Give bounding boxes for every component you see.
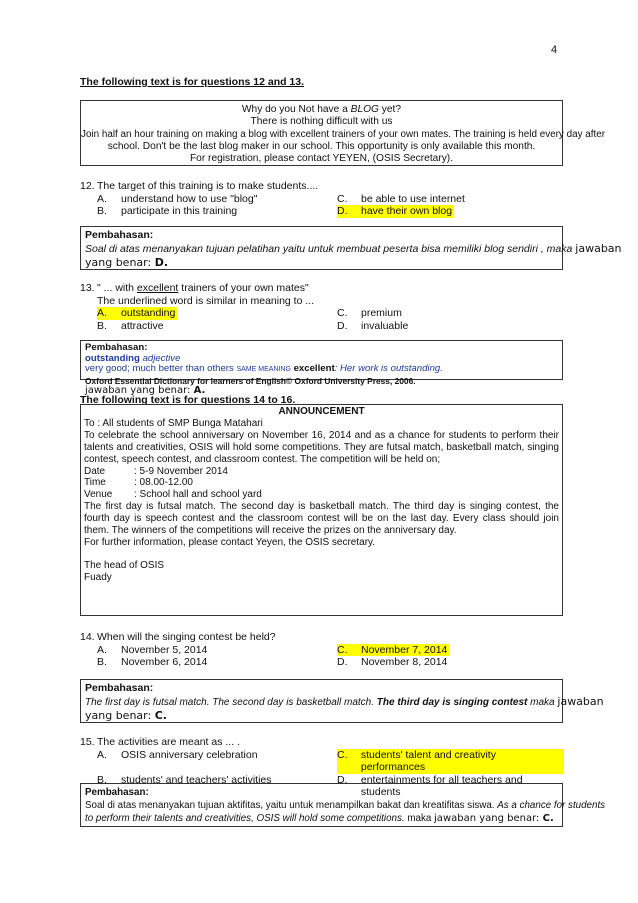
- announcement-title: ANNOUNCEMENT: [278, 406, 365, 417]
- option-b: attractive: [121, 319, 164, 332]
- signature-name: Fuady: [84, 571, 112, 583]
- question-text: The activities are meant as ... .: [97, 736, 240, 748]
- option-a: understand how to use "blog": [121, 192, 258, 205]
- blog-line-2: There is nothing difficult with us: [250, 116, 393, 128]
- answer-15: C.: [542, 813, 554, 824]
- answer-13: A.: [193, 385, 206, 396]
- pembahasan-box-14: Pembahasan: The first day is futsal match. The second day is basketball match. The third day is singing contest maka jawaban yang benar: C.: [80, 679, 563, 723]
- blog-text-box: [80, 100, 606, 166]
- option-c: premium: [361, 307, 402, 319]
- correct-answer-highlight: D. have their own blog: [337, 205, 453, 217]
- blog-line-4: school. Don't be the last blog maker in our school. This opportunity is only available this month.: [107, 140, 536, 152]
- blog-title-line: Why do you Not have a BLOG yet?: [241, 104, 402, 115]
- option-b: students' and teachers' activities: [121, 773, 272, 786]
- question-text: When will the singing contest be held?: [97, 631, 276, 643]
- option-b: November 6, 2014: [121, 656, 208, 668]
- option-a: November 5, 2014: [121, 643, 208, 656]
- dictionary-source: Oxford Essential Dictionary for learners of English© Oxford University Press, 2006.: [85, 375, 416, 386]
- pembahasan-title: Pembahasan:: [85, 229, 154, 241]
- option-d: have their own blog: [361, 205, 453, 217]
- correct-answer-highlight: C. students' talent and creativity performances: [337, 749, 564, 774]
- question-text: " ... with excellent trainers of your own mates": [97, 282, 309, 294]
- page-number: 4: [551, 44, 558, 56]
- question-12: 12. The target of this training is to make students.... A. understand how to use "blog" C. be able to use internet B. participate in this training D. have their own blog: [80, 180, 465, 217]
- blog-line-5: For registration, please contact YEYEN, (OSIS Secretary).: [189, 153, 454, 165]
- pembahasan-box-13: Pembahasan: outstanding adjective very good; much better than others SAME MEANING excellent: Her work is outstanding. Oxford Essential Dictionary for learners of English© Oxford University Press, 2006. jawaban yang benar: A.: [80, 340, 563, 380]
- section-heading-14-16: The following text is for questions 14 to 16.: [80, 394, 296, 406]
- option-d: invaluable: [361, 319, 409, 332]
- answer-14: C.: [154, 709, 167, 722]
- option-a: outstanding: [121, 307, 176, 319]
- option-b: participate in this training: [121, 205, 238, 217]
- section-heading-12-13: The following text is for questions 12 and 13.: [80, 76, 305, 88]
- question-15: 15. The activities are meant as ... . A. OSIS anniversary celebration C. students' talent and creativity performances B. students' and teachers' activities D. entertainments for all teachers and students: [80, 736, 564, 799]
- correct-answer-highlight: A. outstanding: [97, 307, 176, 319]
- blog-line-3: Join half an hour training on making a blog with excellent trainers of your own mates. The training is held every day after: [81, 128, 606, 140]
- announcement-box: ANNOUNCEMENT To : All students of SMP Bunga Matahari To celebrate the school anniversary on November 16, 2014 and as a chance for students to perform their talents and creativities, OSIS will hold some competitions. They are futsal match, basketball match, singing contest, speech contest, and classroom contest. The competition will be held on; Date : 5-9 November 2014 Time : 08.00-12.00 Venue : School hall and school yard The first day is futsal match. The second day is basketball match. The third day is singing contest, the fourth day is speech contest and the classroom contest will be on the last day. Every class should join them. The winners of the competitions will receive the prizes on the anniversary day. For further information, please contact Yeyen, the OSIS secretary. The head of OSIS Fuady: [80, 404, 563, 616]
- correct-answer-highlight: C. November 7, 2014: [337, 643, 448, 656]
- pembahasan-box-15: Pembahasan: Soal di atas menanyakan tujuan aktifitas, yaitu untuk menampilkan bakat dan kreatifitas siswa. As a chance for students to perform their talents and creativities, OSIS will hold some competitions. maka jawaban yang benar: C.: [80, 783, 563, 827]
- question-14: 14. When will the singing contest be held? A. November 5, 2014 C. November 7, 2014 B. November 6, 2014 D. November 8, 2014: [80, 631, 448, 668]
- option-c: November 7, 2014: [361, 643, 448, 656]
- question-text: The target of this training is to make students....: [97, 180, 319, 192]
- question-13: 13. " ... with excellent trainers of your own mates" The underlined word is similar in meaning to ... A. outstanding C. premium B. attractive D. invaluable: [80, 282, 409, 332]
- option-c: students' talent and creativity performances: [360, 748, 496, 773]
- dictionary-word: outstanding: [85, 352, 140, 364]
- answer-12: D.: [154, 256, 169, 269]
- pembahasan-box-12: Pembahasan: Soal di atas menanyakan tujuan pelatihan yaitu untuk membuat peserta bisa memiliki blog sendiri , maka jawaban yang benar: D.: [80, 226, 563, 270]
- option-d: entertainments for all teachers and students: [360, 773, 523, 798]
- option-d: November 8, 2014: [361, 656, 448, 668]
- option-a: OSIS anniversary celebration: [121, 748, 258, 761]
- option-c: be able to use internet: [361, 192, 465, 205]
